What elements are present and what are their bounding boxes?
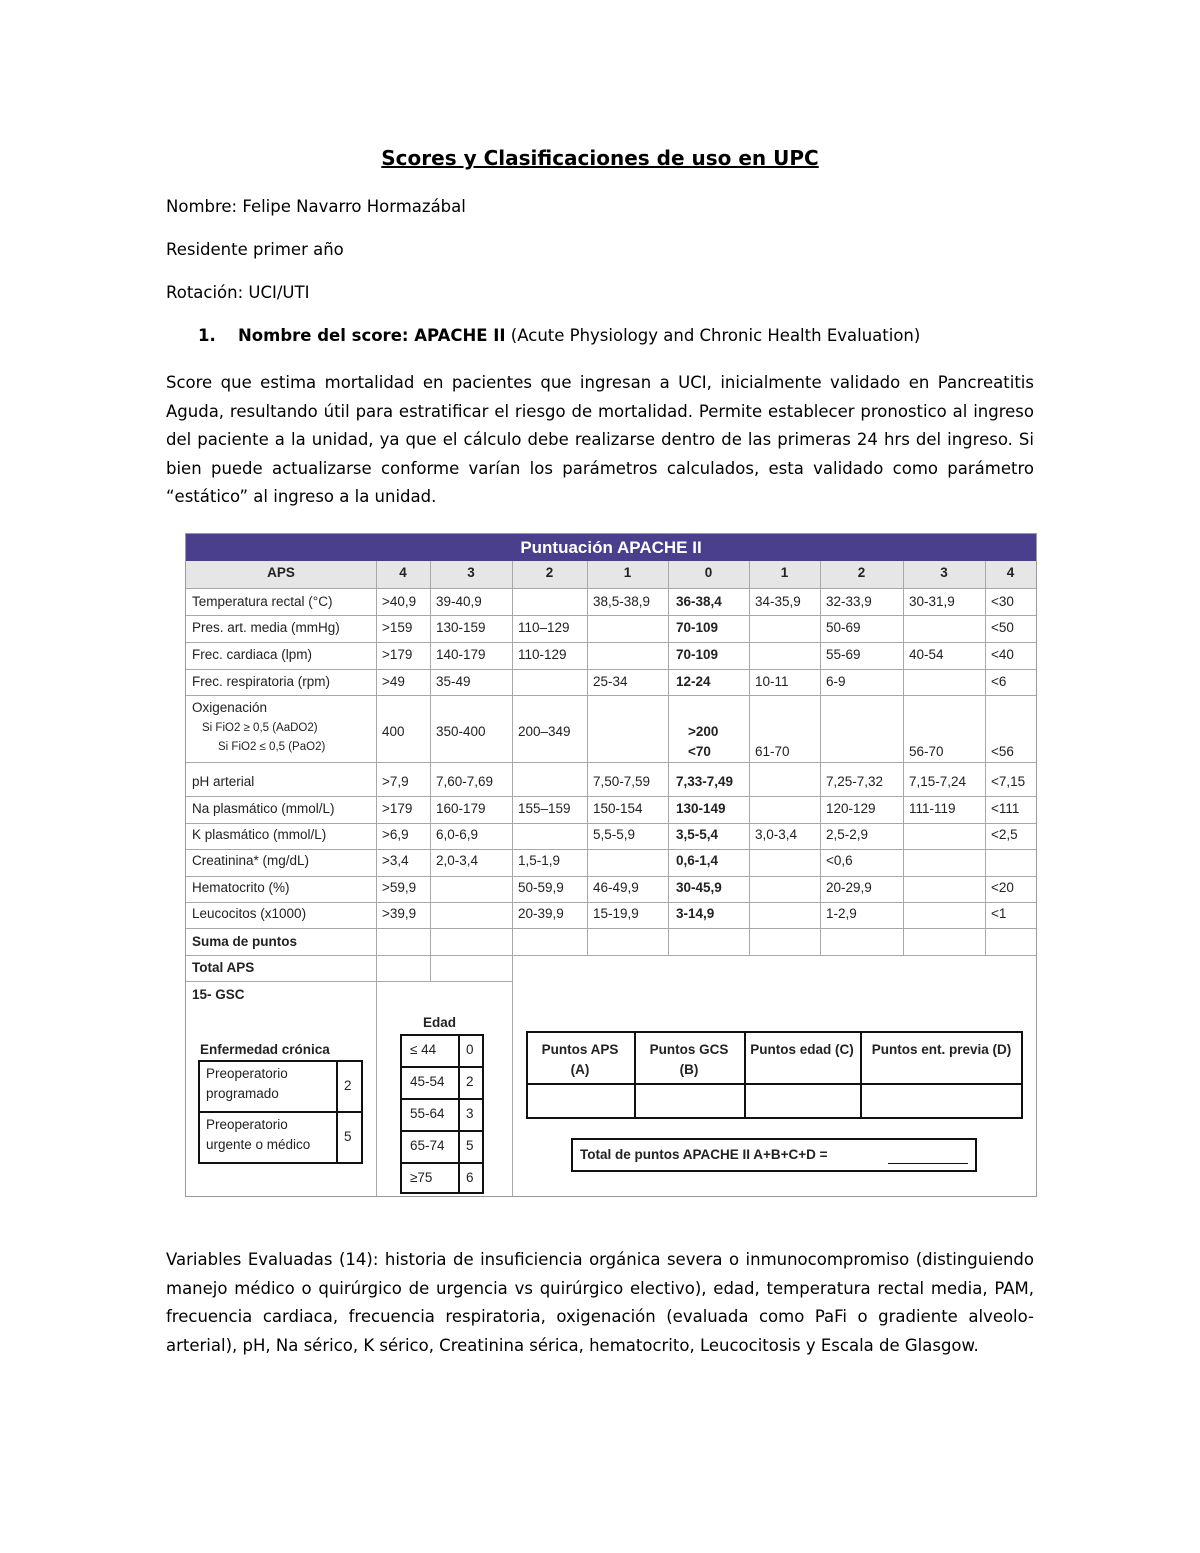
row-2-cell-2: 140-179 bbox=[436, 647, 486, 662]
vline-0 bbox=[376, 561, 377, 1196]
row-6-cell-1: >6,9 bbox=[382, 827, 409, 842]
hline-6 bbox=[186, 796, 1036, 797]
row-4-cell-2: 7,60-7,69 bbox=[436, 774, 494, 789]
row-3-cell-6: 10-11 bbox=[755, 674, 789, 689]
row-label-2: Frec. cardiaca (lpm) bbox=[192, 647, 313, 662]
row-7-cell-2: 2,0-3,4 bbox=[436, 853, 479, 868]
hline-8 bbox=[186, 849, 1036, 850]
edad-range-1: 45-54 bbox=[410, 1074, 445, 1089]
row-4-cell-8: 7,15-7,24 bbox=[909, 774, 967, 789]
edad-range-3: 65-74 bbox=[410, 1138, 445, 1153]
hline-11 bbox=[186, 928, 1036, 929]
puntos-header-3: Puntos ent. previa (D) bbox=[871, 1042, 1012, 1057]
puntos-divider-1 bbox=[634, 1031, 636, 1119]
apache-title: Puntuación APACHE II bbox=[186, 534, 1036, 561]
row-4-cell-5: 7,33-7,49 bbox=[676, 774, 734, 789]
header-1: 4 bbox=[399, 565, 407, 580]
edad-pts-1: 2 bbox=[466, 1074, 474, 1089]
row-5-cell-9: <111 bbox=[991, 801, 1020, 816]
row-0-cell-2: 39-40,9 bbox=[436, 594, 482, 609]
hline-7 bbox=[186, 823, 1036, 824]
cronica-title: Enfermedad crónica bbox=[200, 1042, 330, 1057]
row-1-cell-3: 110–129 bbox=[518, 620, 570, 635]
header-2: 3 bbox=[467, 565, 475, 580]
hline-13 bbox=[186, 981, 512, 982]
variables-paragraph: Variables Evaluadas (14): historia de insuficiencia orgánica severa o inmunocompromiso (distinguiendo manejo médico o quirúrgico de urgencia vs quirúrgico electivo), edad, temperatura rectal media, PAM, frecuencia cardiaca, frecuencia respiratoria, oxigenación (evaluada como PaFi o gradiente alveolo-arterial), pH, Na sérico, K sérico, Creatinina sérica, hematocrito, Leucocitosis y Escala de Glasgow. bbox=[166, 1250, 1034, 1355]
header-7: 2 bbox=[857, 565, 866, 580]
row-8-cell-9: <20 bbox=[991, 880, 1014, 895]
row-4-cell-1: >7,9 bbox=[382, 774, 409, 789]
hline-3 bbox=[186, 669, 1036, 670]
row-9-cell-9: <1 bbox=[991, 906, 1007, 921]
header-5: 0 bbox=[704, 565, 713, 580]
row-5-cell-5: 130-149 bbox=[676, 801, 726, 816]
row-0-cell-6: 34-35,9 bbox=[755, 594, 801, 609]
oxy-sub2: Si FiO2 ≤ 0,5 (PaO2) bbox=[218, 741, 326, 753]
row-3-cell-4: 25-34 bbox=[593, 674, 628, 689]
cronica-row-line bbox=[198, 1111, 363, 1113]
cronica-label-1: Preoperatorio urgente o médico bbox=[206, 1117, 311, 1152]
row-label-5: Na plasmático (mmol/L) bbox=[192, 801, 335, 816]
edad-title: Edad bbox=[423, 1015, 457, 1030]
puntos-divider-3 bbox=[860, 1031, 862, 1119]
gsc-label: 15- GSC bbox=[192, 987, 245, 1002]
section-heading bbox=[198, 326, 920, 345]
row-label-3: Frec. respiratoria (rpm) bbox=[192, 674, 331, 689]
hline-4 bbox=[186, 695, 1036, 696]
edad-row-line-3 bbox=[400, 1130, 484, 1132]
suma-label: Suma de puntos bbox=[192, 934, 298, 949]
header-9: 4 bbox=[1006, 565, 1015, 580]
header-0: APS bbox=[267, 565, 295, 580]
row-6-cell-5: 3,5-5,4 bbox=[676, 827, 719, 842]
oxy-r1-2: 200–349 bbox=[518, 724, 571, 739]
row-5-cell-7: 120-129 bbox=[826, 801, 876, 816]
row-6-cell-6: 3,0-3,4 bbox=[755, 827, 798, 842]
row-2-cell-8: 40-54 bbox=[909, 647, 944, 662]
hline-1 bbox=[186, 615, 1036, 616]
oxy-r2-8: <56 bbox=[991, 744, 1014, 759]
header-4: 1 bbox=[623, 565, 632, 580]
row-5-cell-2: 160-179 bbox=[436, 801, 486, 816]
row-3-cell-2: 35-49 bbox=[436, 674, 471, 689]
hline-0 bbox=[186, 588, 1036, 589]
row-8-cell-1: >59,9 bbox=[382, 880, 417, 895]
hline-2 bbox=[186, 642, 1036, 643]
resident-year: Residente primer año bbox=[166, 240, 344, 259]
row-9-cell-7: 1-2,9 bbox=[826, 906, 857, 921]
section-label: Nombre del score: APACHE II bbox=[238, 326, 506, 345]
section-number: 1. bbox=[198, 326, 216, 345]
vline-tail bbox=[430, 955, 431, 981]
hline-9 bbox=[186, 876, 1036, 877]
rotation: Rotación: UCI/UTI bbox=[166, 283, 310, 302]
apache-table-figure bbox=[185, 533, 1037, 1197]
oxy-sub1: Si FiO2 ≥ 0,5 (AaDO2) bbox=[202, 722, 318, 734]
row-6-cell-4: 5,5-5,9 bbox=[593, 827, 636, 842]
oxy-label: Oxigenación bbox=[192, 700, 268, 715]
author-name: Nombre: Felipe Navarro Hormazábal bbox=[166, 197, 466, 216]
vline-5 bbox=[749, 561, 750, 955]
row-label-8: Hematocrito (%) bbox=[192, 880, 290, 895]
row-5-cell-3: 155–159 bbox=[518, 801, 571, 816]
row-3-cell-5: 12-24 bbox=[676, 674, 711, 689]
edad-pts-2: 3 bbox=[466, 1106, 474, 1121]
row-5-cell-1: >179 bbox=[382, 801, 413, 816]
row-2-cell-1: >179 bbox=[382, 647, 413, 662]
vline-6 bbox=[820, 561, 821, 955]
vline-8 bbox=[985, 561, 986, 955]
vline-2 bbox=[512, 561, 513, 1196]
vline-4 bbox=[668, 561, 669, 955]
edad-pts-4: 6 bbox=[466, 1170, 474, 1185]
row-1-cell-1: >159 bbox=[382, 620, 413, 635]
row-3-cell-7: 6-9 bbox=[826, 674, 846, 689]
edad-divider bbox=[458, 1034, 460, 1194]
row-0-cell-5: 36-38,4 bbox=[676, 594, 722, 609]
row-1-cell-7: 50-69 bbox=[826, 620, 861, 635]
row-0-cell-7: 32-33,9 bbox=[826, 594, 872, 609]
row-1-cell-5: 70-109 bbox=[676, 620, 719, 635]
row-label-4: pH arterial bbox=[192, 774, 255, 789]
row-8-cell-5: 30-45,9 bbox=[676, 880, 722, 895]
cronica-pts-1: 5 bbox=[344, 1129, 352, 1144]
row-2-cell-5: 70-109 bbox=[676, 647, 719, 662]
row-0-cell-8: 30-31,9 bbox=[909, 594, 955, 609]
total-aps-label: Total APS bbox=[192, 960, 255, 975]
section-rest: (Acute Physiology and Chronic Health Evaluation) bbox=[505, 326, 921, 345]
oxy-r2-7: 56-70 bbox=[909, 744, 944, 759]
vline-1 bbox=[430, 561, 431, 955]
row-4-cell-7: 7,25-7,32 bbox=[826, 774, 884, 789]
hline-10 bbox=[186, 902, 1036, 903]
cronica-pts-0: 2 bbox=[344, 1078, 352, 1093]
row-3-cell-1: >49 bbox=[382, 674, 405, 689]
puntos-header-1: Puntos GCS (B) bbox=[649, 1042, 729, 1077]
vline-3 bbox=[587, 561, 588, 955]
edad-row-line-2 bbox=[400, 1098, 484, 1100]
row-5-cell-4: 150-154 bbox=[593, 801, 643, 816]
row-2-cell-3: 110-129 bbox=[518, 647, 567, 662]
oxy-r1-1: 350-400 bbox=[436, 724, 486, 739]
row-1-cell-2: 130-159 bbox=[436, 620, 486, 635]
row-5-cell-8: 111-119 bbox=[909, 801, 956, 816]
document-title: Scores y Clasificaciones de uso en UPC bbox=[381, 146, 819, 170]
row-9-cell-4: 15-19,9 bbox=[593, 906, 639, 921]
row-8-cell-3: 50-59,9 bbox=[518, 880, 564, 895]
row-9-cell-1: >39,9 bbox=[382, 906, 417, 921]
puntos-header-2: Puntos edad (C) bbox=[750, 1042, 854, 1057]
row-1-cell-9: <50 bbox=[991, 620, 1014, 635]
hline-12 bbox=[186, 955, 1036, 956]
row-6-cell-9: <2,5 bbox=[991, 827, 1018, 842]
row-4-cell-4: 7,50-7,59 bbox=[593, 774, 651, 789]
edad-row-line-1 bbox=[400, 1066, 484, 1068]
row-8-cell-4: 46-49,9 bbox=[593, 880, 639, 895]
edad-range-2: 55-64 bbox=[410, 1106, 445, 1121]
row-8-cell-7: 20-29,9 bbox=[826, 880, 872, 895]
row-label-9: Leucocitos (x1000) bbox=[192, 906, 307, 921]
intro-paragraph: Score que estima mortalidad en pacientes que ingresan a UCI, inicialmente validado en Pancreatitis Aguda, resultando útil para estratificar el riesgo de mortalidad. Permite establecer pronostico al ingreso del paciente a la unidad, ya que el cálculo debe realizarse dentro de las primeras 24 hrs del ingreso. Si bien puede actualizarse conforme varían los parámetros calculados, esta validado como parámetro “estático” al ingreso a la unidad. bbox=[166, 373, 1034, 507]
edad-pts-3: 5 bbox=[466, 1138, 474, 1153]
puntos-header-0: Puntos APS (A) bbox=[541, 1042, 619, 1077]
row-4-cell-9: <7,15 bbox=[991, 774, 1026, 789]
row-label-7: Creatinina* (mg/dL) bbox=[192, 853, 310, 868]
row-6-cell-7: 2,5-2,9 bbox=[826, 827, 869, 842]
vline-7 bbox=[903, 561, 904, 955]
header-8: 3 bbox=[940, 565, 948, 580]
row-label-0: Temperatura rectal (°C) bbox=[192, 594, 333, 609]
edad-range-4: ≥75 bbox=[410, 1170, 433, 1185]
header-3: 2 bbox=[545, 565, 554, 580]
row-2-cell-9: <40 bbox=[991, 647, 1014, 662]
row-3-cell-9: <6 bbox=[991, 674, 1007, 689]
oxy-r1-4: >200 bbox=[688, 724, 719, 739]
row-9-cell-5: 3-14,9 bbox=[676, 906, 715, 921]
edad-pts-0: 0 bbox=[466, 1042, 474, 1057]
edad-range-0: ≤ 44 bbox=[410, 1042, 437, 1057]
row-7-cell-7: <0,6 bbox=[826, 853, 853, 868]
total-label: Total de puntos APACHE II A+B+C+D = bbox=[580, 1147, 828, 1162]
row-9-cell-3: 20-39,9 bbox=[518, 906, 564, 921]
hline-5 bbox=[186, 762, 1036, 763]
row-6-cell-2: 6,0-6,9 bbox=[436, 827, 479, 842]
puntos-divider-2 bbox=[744, 1031, 746, 1119]
row-2-cell-7: 55-69 bbox=[826, 647, 861, 662]
row-label-6: K plasmático (mmol/L) bbox=[192, 827, 327, 842]
oxy-r2-4: <70 bbox=[688, 744, 711, 759]
row-7-cell-3: 1,5-1,9 bbox=[518, 853, 561, 868]
header-6: 1 bbox=[780, 565, 789, 580]
total-blank-line bbox=[888, 1163, 968, 1164]
oxy-r2-5: 61-70 bbox=[755, 744, 790, 759]
row-7-cell-5: 0,6-1,4 bbox=[676, 853, 719, 868]
row-0-cell-4: 38,5-38,9 bbox=[593, 594, 651, 609]
cronica-label-0: Preoperatorio programado bbox=[206, 1066, 288, 1101]
edad-row-line-4 bbox=[400, 1162, 484, 1164]
row-0-cell-1: >40,9 bbox=[382, 594, 417, 609]
oxy-r1-0: 400 bbox=[382, 724, 405, 739]
row-0-cell-9: <30 bbox=[991, 594, 1014, 609]
row-label-1: Pres. art. media (mmHg) bbox=[192, 620, 340, 635]
row-7-cell-1: >3,4 bbox=[382, 853, 409, 868]
puntos-row-line bbox=[526, 1083, 1023, 1085]
